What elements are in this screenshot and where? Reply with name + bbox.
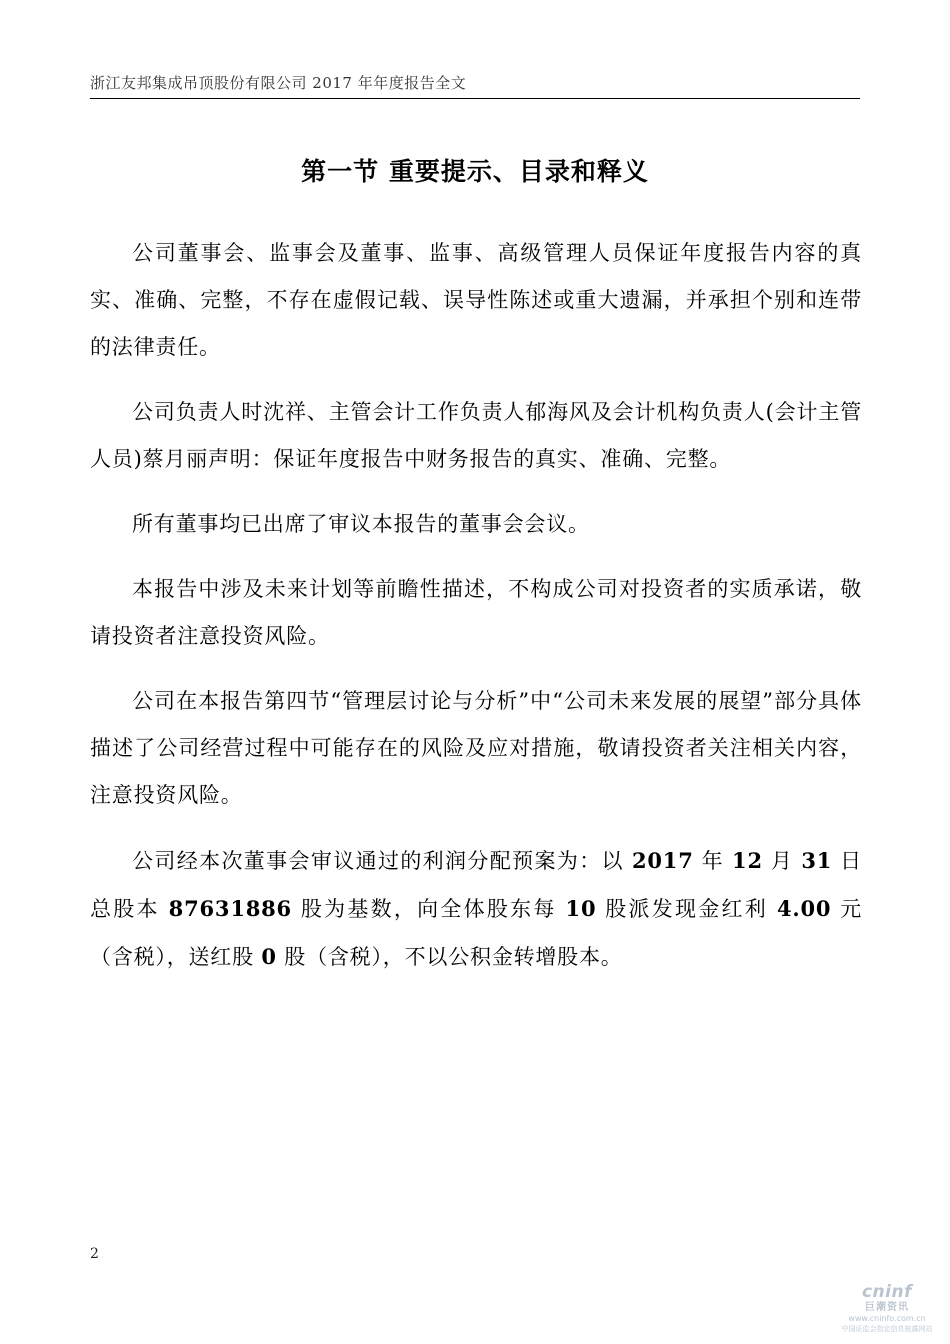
section-title: 第一节 重要提示、目录和释义 [301, 157, 649, 186]
text-segment: 日总股本 [90, 849, 862, 921]
running-header: 浙江友邦集成吊顶股份有限公司 2017 年年度报告全文 [90, 74, 467, 92]
paragraph-profit-distribution [90, 837, 862, 981]
text-segment: 公司经本次董事会审议通过的利润分配预案为：以 [132, 849, 632, 873]
cninfo-url: www.cninfo.com.cn [848, 1314, 926, 1323]
paragraph-risk-notice: 公司在本报告第四节“管理层讨论与分析”中“公司未来发展的展望”部分具体描述了公司经营过程中可能存在的风险及应对措施，敬请投资者关注相关内容，注意投资风险。 [90, 689, 862, 807]
paragraph-directors-attendance: 所有董事均已出席了审议本报告的董事会会议。 [132, 512, 590, 536]
distribution-month: 12 [732, 848, 763, 873]
total-shares: 87631886 [168, 896, 292, 921]
cash-dividend: 4.00 [776, 896, 832, 921]
text-segment: 月 [762, 849, 802, 873]
text-segment: 元（含税），送红股 [90, 897, 863, 969]
page-number: 2 [90, 1246, 99, 1262]
paragraph-responsible-persons: 公司负责人时沈祥、主管会计工作负责人郁海风及会计机构负责人(会计主管人员)蔡月丽声明：保证年度报告中财务报告的真实、准确、完整。 [90, 400, 862, 471]
cninfo-logo: cninf [861, 1282, 912, 1302]
text-segment: 股为基数，向全体股东每 [291, 897, 566, 921]
cninfo-brand: 巨潮资讯 [865, 1302, 909, 1313]
text-segment: 股派发现金红利 [596, 897, 777, 921]
paragraph-forward-looking: 本报告中涉及未来计划等前瞻性描述，不构成公司对投资者的实质承诺，敬请投资者注意投资风险。 [90, 577, 862, 648]
per-shares: 10 [565, 896, 597, 921]
cninfo-watermark [834, 1282, 940, 1340]
text-segment: 年 [693, 849, 733, 873]
bonus-shares: 0 [261, 944, 277, 969]
distribution-year: 2017 [631, 848, 694, 873]
header-divider [90, 98, 860, 99]
body-text [90, 230, 862, 981]
paragraph-board-guarantee: 公司董事会、监事会及董事、监事、高级管理人员保证年度报告内容的真实、准确、完整，不存在虚假记载、误导性陈述或重大遗漏，并承担个别和连带的法律责任。 [90, 241, 862, 359]
text-segment: 股（含税），不以公积金转增股本。 [276, 945, 623, 969]
distribution-day: 31 [801, 848, 833, 873]
cninfo-org: 中国证监会指定信息披露网站 [841, 1325, 933, 1333]
